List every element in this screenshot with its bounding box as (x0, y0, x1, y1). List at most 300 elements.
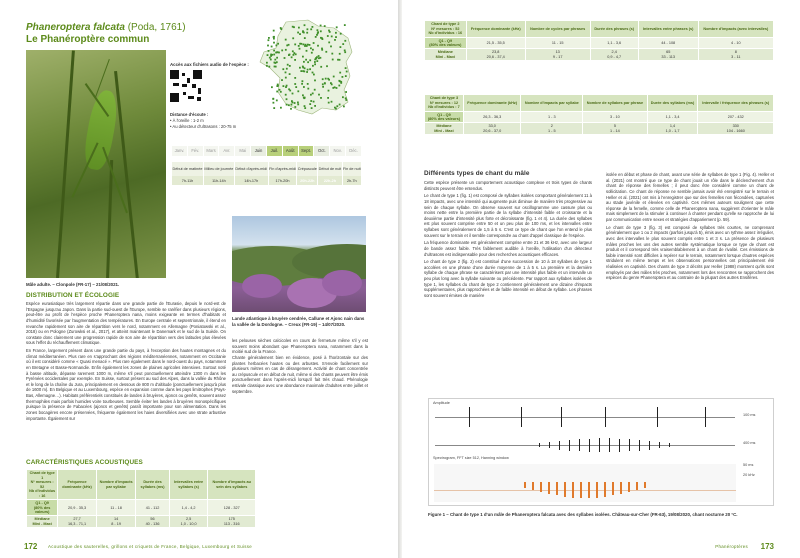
map-record-dot (307, 69, 309, 71)
map-record-dot (322, 38, 324, 40)
map-record-dot (314, 80, 316, 82)
map-record-dot (274, 59, 276, 61)
oscillogram-impact (609, 438, 610, 452)
map-record-dot (299, 48, 301, 50)
map-record-dot (304, 107, 306, 109)
spectrogram-impact (572, 482, 574, 498)
map-record-dot (304, 45, 306, 47)
month-sep: Sept. (299, 146, 315, 156)
map-record-dot (303, 61, 305, 63)
map-record-dot (303, 86, 305, 88)
oscillogram-pulse (469, 407, 470, 427)
phen-value: 2h-7h (342, 176, 361, 185)
landscape-caption: Lande atlantique à bruyère cendrée, Callune et Ajonc nain dans la vallée de la Dordogne. – Creux (FR-19) – 14/07/2020. (232, 316, 365, 327)
map-record-dot (310, 28, 312, 30)
song-text-col1 (424, 180, 592, 386)
song-paragraph: Le chant de type 1 (fig. 1) est composé de syllabes isolées comportant généralement 11 à 18 impacts, avec une intensité qui augmente puis diminue de manière très progressive au sein de chaque syllabe. On observe souvent sur oscillogramme une cassure plus ou moins nette entre la première partie de la syllabe d'intensité faible et croissante et la deuxième partie d'intensité plus forte et décroissante (fig. 1 et 4). La durée des syllabes est plus souvent comprise entre 50 et un peu plus de 100 ms, et les intervalles entre syllabes sont généralement de 1,5 à 5 s. C'est ce type de chant que l'on entend le plus souvent sur le terrain et il semble correspondre au chant d'appel classique de l'espèce. (424, 193, 592, 238)
map-record-dot (345, 97, 347, 99)
phen-header: Milieu de journée (203, 162, 234, 176)
oscillogram-impact (579, 439, 580, 451)
phen-value: 7h-11h (172, 176, 203, 185)
table-cell: 128 - 327 (208, 500, 256, 516)
song-paragraph: Cette espèce présente un comportement acoustique complexe et trois types de chants distincts peuvent être entendus. (424, 180, 592, 191)
table-cell: 20,9 - 35,3 (58, 500, 97, 516)
map-record-dot (333, 76, 335, 78)
map-record-dot (339, 104, 341, 106)
map-record-dot (286, 45, 288, 47)
map-record-dot (302, 70, 304, 72)
table-header: Intervalle / fréquence des phrases (s) (698, 95, 774, 112)
map-record-dot (313, 42, 315, 44)
map-record-dot (339, 53, 341, 55)
acoustic-table-type2 (424, 20, 774, 61)
table-cell: 207 - 432 (698, 111, 774, 123)
map-record-dot (294, 106, 296, 108)
month-apr: Avr. (219, 146, 235, 156)
month-dec: Déc. (346, 146, 362, 156)
spectrogram-impact (620, 482, 622, 494)
map-record-dot (316, 56, 318, 58)
table-header: Chant de type 2 N¹ mesures : 52 Nb d'individus : 16 (425, 21, 467, 38)
map-record-dot (300, 43, 302, 45)
oscillogram-impact (619, 439, 620, 452)
map-record-dot (304, 24, 306, 26)
map-record-dot (304, 67, 306, 69)
map-record-dot (285, 49, 287, 51)
map-record-dot (273, 30, 275, 32)
spectrogram-impact (612, 482, 614, 495)
table-header: Durée des phrases (s) (590, 21, 638, 38)
table-cell: 2 1 - 5 (521, 123, 583, 135)
map-record-dot (276, 57, 278, 59)
spectrogram-impact (636, 482, 638, 490)
map-record-dot (301, 83, 303, 85)
spectrogram-impact (540, 482, 542, 492)
map-record-dot (334, 107, 336, 109)
table-cell: 13 9 - 17 (525, 49, 590, 61)
map-record-dot (344, 24, 346, 26)
species-author: (Poda, 1761) (127, 22, 186, 33)
map-record-dot (281, 79, 283, 81)
map-record-dot (294, 102, 296, 104)
table-cell: 56 40 - 136 (136, 516, 169, 528)
table-row-label: Médiane Mini - Maxi (425, 123, 464, 135)
map-record-dot (270, 59, 272, 61)
map-record-dot (313, 74, 315, 76)
map-record-dot (330, 82, 332, 84)
oscillogram-impact (539, 443, 540, 447)
map-record-dot (268, 37, 270, 39)
map-record-dot (326, 65, 328, 67)
amplitude-label: Amplitude (433, 401, 450, 405)
map-record-dot (268, 39, 270, 41)
spectrogram-impact (564, 482, 566, 497)
phen-header: Fin d'après-midi (268, 162, 297, 176)
map-record-dot (297, 32, 299, 34)
map-record-dot (302, 80, 304, 82)
map-record-dot (292, 102, 294, 104)
map-record-dot (302, 94, 304, 96)
map-record-dot (324, 82, 326, 84)
map-record-dot (286, 98, 288, 100)
species-photo (26, 50, 166, 278)
map-record-dot (328, 102, 330, 104)
oscillogram-pulse (705, 407, 706, 427)
map-record-dot (303, 44, 305, 46)
map-record-dot (314, 89, 316, 91)
map-record-dot (276, 45, 278, 47)
map-record-dot (273, 42, 275, 44)
map-record-dot (292, 93, 294, 95)
spectrogram-plot (434, 464, 736, 502)
daily-activity-table (172, 162, 362, 185)
map-record-dot (344, 40, 346, 42)
oscillogram-baseline (435, 417, 735, 418)
table-row (27, 516, 256, 528)
map-record-dot (345, 67, 347, 69)
distance-ear: • À l'oreille : 1-2 m (170, 117, 204, 123)
phen-header: Début d'après-midi (234, 162, 268, 176)
acoustic-table-type3 (424, 94, 774, 135)
table-cell: 1 - 3 (521, 111, 583, 123)
map-record-dot (273, 102, 275, 104)
spectrogram-impact (596, 482, 598, 498)
map-record-dot (342, 76, 344, 78)
spectrogram-impact (532, 482, 534, 490)
map-record-dot (273, 107, 275, 109)
map-record-dot (320, 66, 322, 68)
oscillogram-impact (599, 438, 600, 452)
map-record-dot (304, 97, 306, 99)
map-record-dot (331, 53, 333, 55)
activity-months (172, 146, 362, 156)
table-cell: 44 - 108 (638, 37, 698, 49)
map-record-dot (328, 42, 330, 44)
map-record-dot (297, 90, 299, 92)
map-record-dot (276, 100, 278, 102)
month-may: Mai (235, 146, 251, 156)
map-record-dot (332, 87, 334, 89)
map-record-dot (284, 57, 286, 59)
table-header: Fréquence dominante (kHz) (466, 21, 525, 38)
map-record-dot (268, 50, 270, 52)
acoustic-table-type1 (26, 469, 256, 528)
spectrogram-impact (556, 482, 558, 495)
oscillogram-impact (629, 439, 630, 451)
map-record-dot (342, 43, 344, 45)
map-record-dot (288, 88, 290, 90)
table-cell: 41 - 112 (136, 500, 169, 516)
map-record-dot (320, 25, 322, 27)
phen-header: Début de matinée (172, 162, 203, 176)
table-header: Intervalles entre phrases (s) (638, 21, 698, 38)
table-header: Intervalles entre syllabes (s) (169, 470, 208, 500)
map-record-dot (305, 59, 307, 61)
map-record-dot (299, 33, 301, 35)
table-row (425, 37, 774, 49)
map-record-dot (285, 77, 287, 79)
spectrogram-label: Spectrogram, FFT size 512, Hanning window (433, 456, 509, 460)
map-record-dot (337, 59, 339, 61)
page-number-left: 172 (24, 542, 38, 551)
france-map-svg (256, 18, 362, 118)
oscillogram-impact (639, 440, 640, 451)
map-record-dot (306, 50, 308, 52)
oscillogram-impact (669, 443, 670, 447)
map-record-dot (306, 45, 308, 47)
map-record-dot (310, 47, 312, 49)
species-common-name: Le Phanéroptère commun (26, 34, 150, 45)
map-record-dot (317, 32, 319, 34)
table-cell: 3 - 10 (583, 111, 647, 123)
table-cell: 1,1 - 3,4 (647, 111, 698, 123)
table-cell: 5 1 - 14 (583, 123, 647, 135)
oscillogram-impact (659, 442, 660, 448)
figure-caption: Figure 1 – Chant de type 1 d'un mâle de Phaneroptera falcata avec des syllabes isolées. Château-sur-Cher (FR-63), 19/08/2020, chant nocturne 20 °C. (428, 512, 738, 517)
map-record-dot (336, 26, 338, 28)
map-record-dot (311, 52, 313, 54)
section-distribution-heading: DISTRIBUTION ET ÉCOLOGIE (26, 292, 120, 299)
map-record-dot (283, 85, 285, 87)
map-record-dot (317, 45, 319, 47)
map-record-dot (340, 82, 342, 84)
map-record-dot (276, 91, 278, 93)
distance-title: Distance d'écoute : (170, 112, 209, 117)
oscillogram-baseline-2 (435, 445, 735, 446)
map-record-dot (302, 56, 304, 58)
table-cell: 175 113 - 316 (208, 516, 256, 528)
oscillogram-impact (649, 441, 650, 450)
map-record-dot (302, 66, 304, 68)
map-record-dot (297, 104, 299, 106)
map-record-dot (312, 72, 314, 74)
map-record-dot (344, 51, 346, 53)
map-record-dot (331, 101, 333, 103)
phen-value: 22h-2h (318, 176, 342, 185)
table-header: Nombre d'impacts (avec intervalles) (698, 21, 773, 38)
map-record-dot (267, 54, 269, 56)
map-record-dot (270, 54, 272, 56)
map-record-dot (331, 36, 333, 38)
map-record-dot (285, 72, 287, 74)
map-record-dot (290, 108, 292, 110)
spectrogram-impact (580, 482, 582, 498)
map-record-dot (327, 78, 329, 80)
distribution-paragraph: Espèce eurasiatique très largement répartie dans une grande partie de l'Eurasie, depuis le nord-est de l'Espagne jusqu'au Japon. Dans la partie sud-ouest de l'Europe, semble se raréfier dans plusieurs régions, peut-être au profit de l'espèce proche Phaneroptera nana, moins exigeante en termes d'habitats et d'humidité favorisée par l'augmentation des températures. En Europe centrale et septentrionale, il étend en revanche rapidement son aire de répartition vers le nord, notamment en Allemagne (Poniatowski et al., 2018) ou en Pologne (Zurowksi et al., 2017), et atteint maintenant le Danemark et le sud de la Suède. On constate donc clairement une progression rapide de son aire de répartition vers des latitudes plus élevées sous l'effet du réchauffement climatique. (26, 301, 226, 346)
map-record-dot (282, 68, 284, 70)
map-record-dot (307, 88, 309, 90)
species-title (26, 22, 186, 33)
map-record-dot (345, 91, 347, 93)
map-record-dot (325, 51, 327, 53)
map-record-dot (316, 34, 318, 36)
map-record-dot (311, 107, 313, 109)
map-record-dot (286, 85, 288, 87)
map-record-dot (309, 59, 311, 61)
section-acoustic-heading: CARACTÉRISTIQUES ACOUSTIQUES (26, 459, 143, 466)
oscillogram-impact (549, 442, 550, 448)
map-record-dot (335, 36, 337, 38)
map-record-dot (306, 71, 308, 73)
map-record-dot (291, 56, 293, 58)
table-cell: 33,0 20,6 - 37,0 (463, 123, 521, 135)
map-record-dot (272, 98, 274, 100)
oscillogram-impact (559, 441, 560, 450)
phen-header: Fin de nuit (342, 162, 361, 176)
map-record-dot (340, 46, 342, 48)
map-record-dot (306, 32, 308, 34)
map-record-dot (322, 83, 324, 85)
landscape-photo (232, 216, 366, 312)
spectrogram-impact (548, 482, 550, 494)
footer-left: Acoustique des sauterelles, grillons et criquets de France, Belgique, Luxembourg et Suisse (48, 544, 252, 549)
table-header: Nombre de syllabes par phrase (583, 95, 647, 112)
table-header: Chant de type 1 N¹ mesures : 52 Nb d'individus : 16 (27, 470, 58, 500)
map-record-dot (320, 30, 322, 32)
map-record-dot (324, 25, 326, 27)
table-cell: 27,7 16,3 - 71,1 (58, 516, 97, 528)
phen-header: Début de nuit (318, 162, 342, 176)
oscillogram-pulse (605, 407, 606, 427)
table-cell: 26,3 - 36,3 (463, 111, 521, 123)
song-paragraph: La fréquence dominante est généralement comprise entre 21 et 36 kHz, avec une largeur de bande assez faible. Très faiblement audible à l'oreille, l'utilisation d'un détecteur d'ultrasons est indispensable pour des recherches acoustiques efficaces. (424, 240, 592, 257)
distribution-text-col2: les pelouses sèches calcicoles en cours de fermeture même s'il y est souvent moins abondant que Phaneroptera nana, notamment dans la moitié sud de la France. Chante généralement bien en évidence, posé à l'horizontale sur des plantes herbacées hautes ou des arbustes. S'envole facilement sur plusieurs mètres en cas de dérangement. Activité de chant concentrée au crépuscule et en début de nuit, même si des chants peuvent être émis ponctuellement dans l'après-midi lorsqu'il fait très chaud. Phénologie estivale classique avec une abondance maximale d'adultes entre juillet et septembre. (232, 338, 368, 394)
map-record-dot (266, 62, 268, 64)
song-paragraph: isolée en début et phase de chant, avant une série de syllabes de type 1 (Fig. 4). Heller et al. (2021) ont montré que ce type de chant jouait un rôle dans le déclenchement d'un chant de réponse des femelles ; il peut donc être considéré comme un chant de sollicitation. Ce chant de réponse ne semble jamais avoir été enregistré sur le terrain et Heller et al. (2021) ont mis à l'enregistrer que sur des femelles non fécondées, capturées au stade juvénile et élevées en captivité. Ces mêmes auteurs soulignent que cette réponse de la femelle, comme celle de Phaneroptera nana, suggèrent d'orienter le mâle mais simplement de la stimuler à continuer à chanter pendant qu'elle se rapproche de lui par communication entre sexes et stratégies d'appariement (p. 59). (606, 172, 774, 222)
table-header: Nombre d'impacts par syllabe (96, 470, 136, 500)
map-record-dot (318, 55, 320, 57)
spectrogram-impact (588, 482, 590, 498)
table-cell: 65 33 - 113 (638, 49, 698, 61)
table-cell: 1,4 - 4,2 (169, 500, 208, 516)
map-record-dot (312, 93, 314, 95)
month-nov: Nov. (330, 146, 346, 156)
listening-distance (170, 112, 236, 130)
phen-value: 17h-20h (268, 176, 297, 185)
map-record-dot (292, 37, 294, 39)
month-jan: Janv. (172, 146, 188, 156)
table-header: Nombre de cycles par phrases (525, 21, 590, 38)
map-record-dot (292, 50, 294, 52)
map-record-dot (342, 96, 344, 98)
table-header: Durée des syllabes (ms) (647, 95, 698, 112)
spectrogram-impact (644, 482, 646, 488)
time-scale-3: 50 ms (743, 463, 754, 467)
map-record-dot (271, 86, 273, 88)
map-record-dot (332, 59, 334, 61)
table-cell: 1,4 1,0 - 1,7 (647, 123, 698, 135)
song-text-col2 (606, 172, 774, 386)
map-record-dot (280, 27, 282, 29)
map-record-dot (285, 39, 287, 41)
map-record-dot (286, 68, 288, 70)
map-record-dot (310, 100, 312, 102)
map-record-dot (267, 45, 269, 47)
species-latin: Phaneroptera falcata (26, 22, 125, 33)
month-jul: Juil. (267, 146, 283, 156)
table-header: Nombre d'impacts par syllabe (521, 95, 583, 112)
audio-access-label: Accès aux fichiers audio de l'espèce : (170, 62, 249, 67)
spectrogram-impact (604, 482, 606, 497)
map-record-dot (304, 37, 306, 39)
map-record-dot (335, 32, 337, 34)
map-record-dot (298, 45, 300, 47)
map-record-dot (302, 31, 304, 33)
map-record-dot (338, 80, 340, 82)
table-cell: 1,1 - 3,6 (590, 37, 638, 49)
map-record-dot (318, 57, 320, 59)
month-aug: Août (283, 146, 299, 156)
map-record-dot (330, 46, 332, 48)
table-header: Nombre d'impacts au sein des syllabes (208, 470, 256, 500)
map-record-dot (288, 104, 290, 106)
map-record-dot (344, 50, 346, 52)
map-record-dot (280, 91, 282, 93)
map-record-dot (280, 107, 282, 109)
map-record-dot (277, 51, 279, 53)
map-record-dot (309, 44, 311, 46)
map-record-dot (316, 60, 318, 62)
table-cell: 23,8 20,6 - 37,4 (466, 49, 525, 61)
map-record-dot (293, 52, 295, 54)
spectrogram-impact (524, 482, 526, 488)
table-header: Fréquence dominante (kHz) (58, 470, 97, 500)
map-record-dot (291, 104, 293, 106)
map-record-dot (285, 94, 287, 96)
song-paragraph: Le chant de type 3 (fig. 3) est composé de syllabes très courtes, ne comprenant généralement que 1 ou 2 impacts (parfois jusqu'à 5), émis avec un rythme assez irrégulier, avec des intervalles le plus souvent compris entre 1 et 3 s. La présence de plusieurs mâles proches les uns des autres semble systématique lorsque ce type de chant est produit et il correspond très vraisemblablement à un chant de rivalité. Ces émissions de faible intensité sont difficiles à repérer sur le terrain, notamment lorsque d'autres espèces stridulent en même temps et les observations personnelles ont principalement été réalisées en captivité. Des chants de type 3 décrits par Heller (1988) montrent qu'ils sont employés par des mâles très proches, notamment lors des rencontres se rapprochent des espèces du genre Phaneroptera et au contraire de la plupart des autres Ensifères. (606, 224, 774, 281)
map-record-dot (345, 75, 347, 77)
oscillogram-pulse (521, 407, 522, 427)
oscillogram-impact (569, 440, 570, 451)
map-record-dot (322, 78, 324, 80)
map-record-dot (314, 105, 316, 107)
map-record-dot (294, 44, 296, 46)
time-scale-2: 400 ms (743, 441, 756, 445)
footer-right: Phanéroptères (715, 544, 748, 549)
map-record-dot (273, 54, 275, 56)
map-record-dot (307, 61, 309, 63)
map-record-dot (297, 102, 299, 104)
map-record-dot (266, 65, 268, 67)
map-record-dot (328, 90, 330, 92)
map-record-dot (273, 36, 275, 38)
table-cell: 2,5 1,0 - 10,0 (169, 516, 208, 528)
map-record-dot (286, 104, 288, 106)
oscillogram-pulse (561, 407, 562, 427)
map-record-dot (312, 26, 314, 28)
map-record-dot (310, 94, 312, 96)
table-cell: 11 - 15 (525, 37, 590, 49)
table-cell: 4 - 10 (698, 37, 773, 49)
qr-code[interactable] (170, 70, 202, 102)
table-cell: 14 8 - 19 (96, 516, 136, 528)
map-record-dot (334, 39, 336, 41)
map-record-dot (318, 94, 320, 96)
table-row-label: Q1 - Q9 (80% des valeurs) (425, 37, 467, 49)
map-record-dot (294, 77, 296, 79)
time-scale-1: 100 ms (743, 413, 756, 417)
map-record-dot (312, 65, 314, 67)
map-record-dot (315, 36, 317, 38)
phen-value: 11h-14h (203, 176, 234, 185)
map-record-dot (345, 99, 347, 101)
photo-caption: Mâle adulte. – Clonpole (FR-17) – 21/08/2021. (26, 282, 120, 287)
map-record-dot (268, 66, 270, 68)
map-record-dot (309, 103, 311, 105)
map-record-dot (336, 105, 338, 107)
month-feb: Fév. (188, 146, 204, 156)
map-record-dot (304, 105, 306, 107)
